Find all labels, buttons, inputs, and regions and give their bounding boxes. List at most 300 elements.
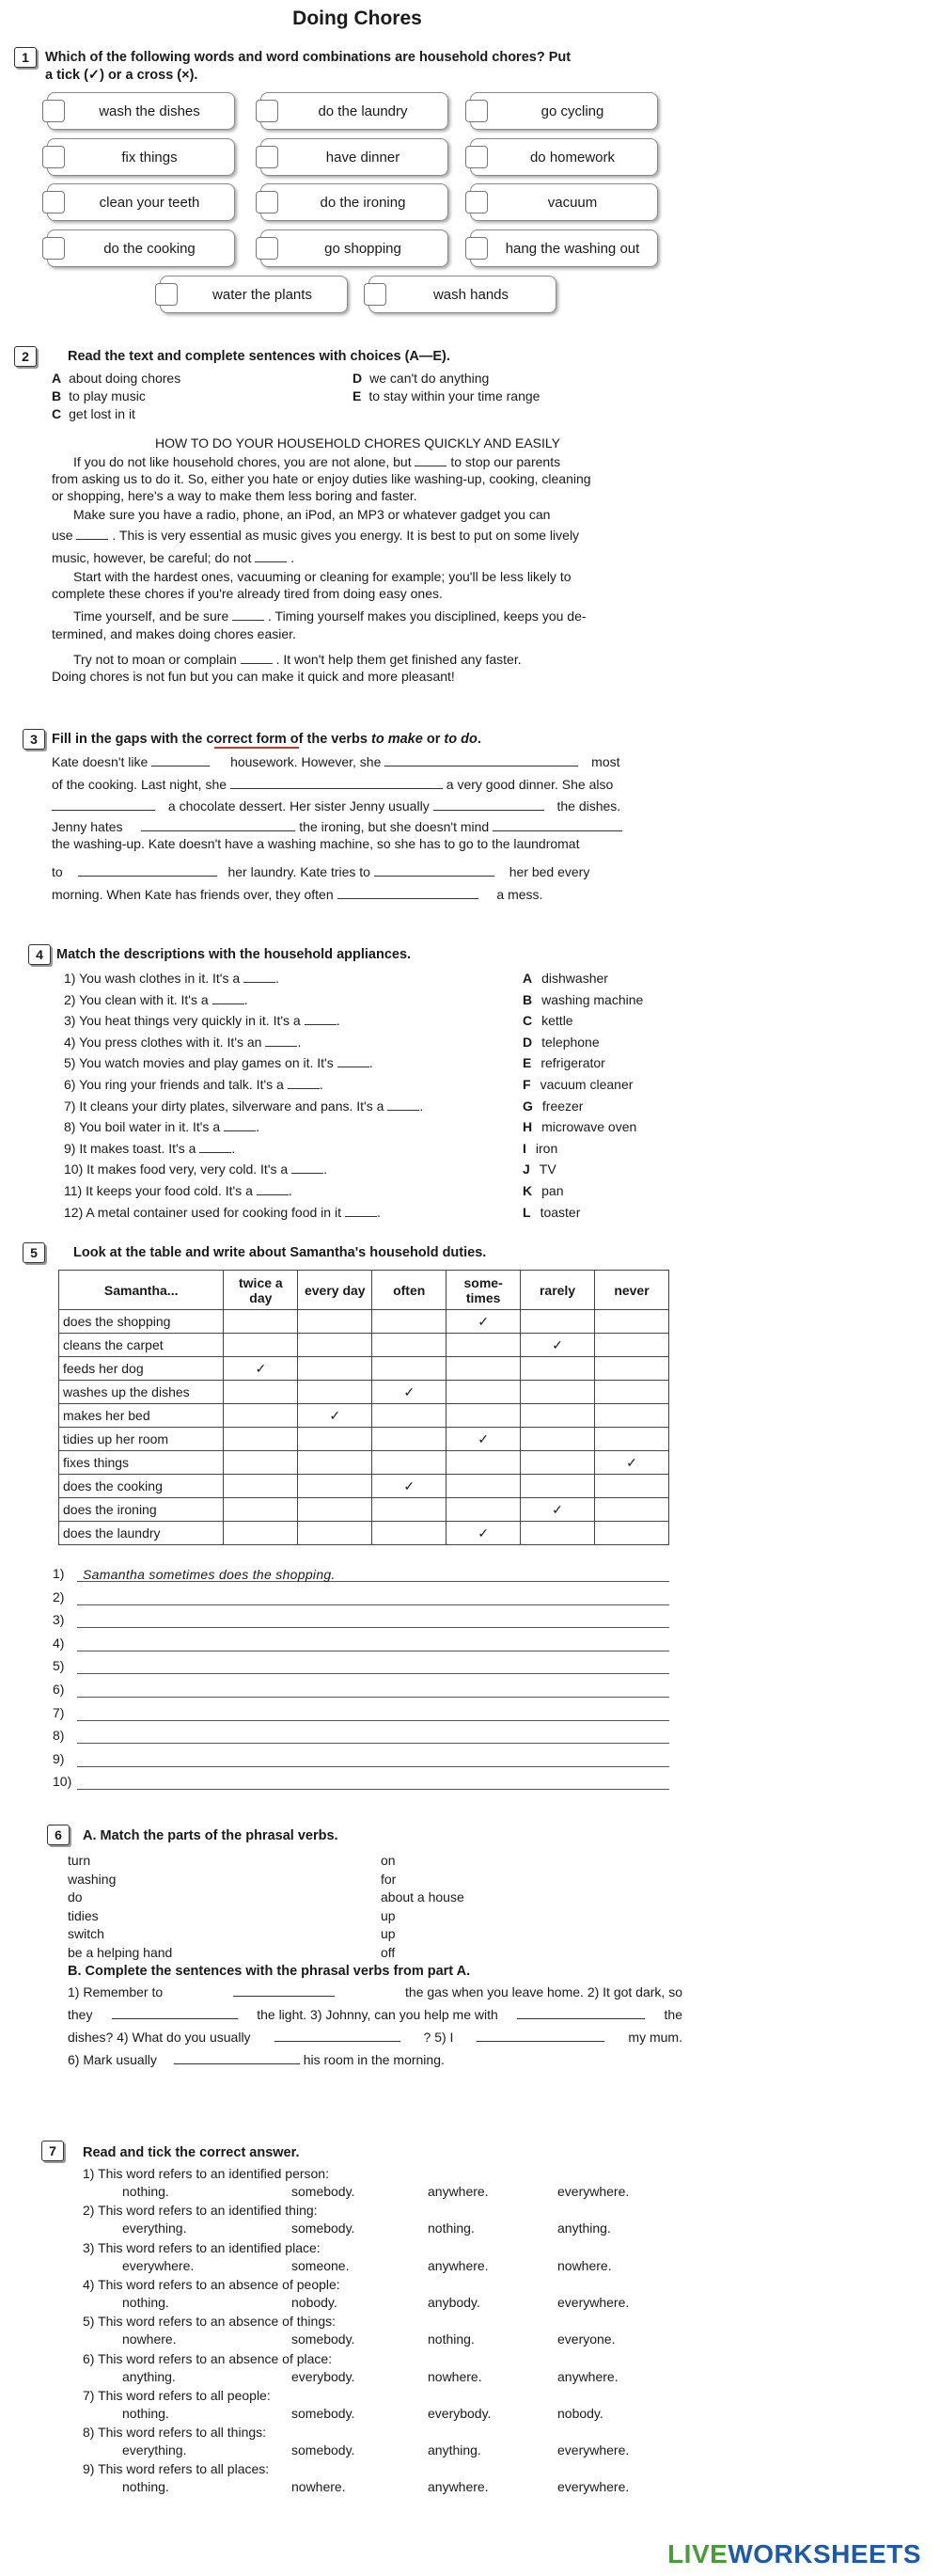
frequency-cell[interactable] (446, 1310, 521, 1334)
frequency-cell[interactable] (446, 1451, 521, 1475)
chore-option[interactable] (160, 276, 348, 313)
text-part: 6) Mark usually (68, 2052, 157, 2067)
phrasal-left: switch (68, 1926, 104, 1941)
choice-item (52, 405, 135, 422)
chore-option[interactable] (47, 92, 235, 130)
instr-part: of the verbs (286, 732, 372, 747)
fill-line (52, 886, 542, 903)
answer-option[interactable]: anything. (122, 2368, 176, 2384)
appliance-item (523, 1012, 573, 1029)
table-row (59, 1522, 669, 1545)
fill-line: the washing-up. Kate doesn't have a washing machine, so she has to go to the laundromat (52, 836, 580, 851)
chore-label: wash the dishes (99, 103, 200, 119)
answer-option[interactable]: anything. (428, 2442, 481, 2458)
text-part: . (290, 550, 295, 565)
text-part: Kate doesn't like (52, 754, 149, 769)
frequency-cell[interactable] (224, 1357, 298, 1381)
appliance-letter: I (523, 1140, 526, 1156)
text-part: the light. 3) Johnny, can you help me with (257, 2007, 498, 2022)
answer-option[interactable]: everything. (122, 2220, 187, 2236)
frequency-cell[interactable] (595, 1404, 669, 1428)
chore-label: do the cooking (103, 240, 196, 257)
phrasal-left: tidies (68, 1907, 99, 1923)
frequency-cell[interactable] (298, 1357, 372, 1381)
frequency-cell[interactable] (298, 1428, 372, 1451)
phrasal-gap[interactable] (477, 2029, 604, 2042)
frequency-cell[interactable] (595, 1428, 669, 1451)
duty-name: does the shopping (59, 1310, 224, 1334)
text-line: Start with the hardest ones, vacuuming or cleaning for example; you'll be less likely to (73, 569, 572, 584)
answer-line[interactable] (77, 1775, 669, 1790)
question-text: 6) This word refers to an absence of place: (83, 2350, 333, 2366)
chore-option[interactable] (470, 92, 658, 130)
tick-box[interactable] (42, 146, 65, 168)
answer-option[interactable]: everywhere. (557, 2442, 630, 2458)
verb-gap[interactable] (493, 818, 622, 831)
table-header-row (59, 1271, 669, 1310)
text-part: . Timing yourself makes you disciplined, keeps you de- (268, 608, 587, 624)
question-text: 9) This word refers to all places: (83, 2461, 270, 2477)
duties-table (58, 1270, 669, 1545)
answer-option[interactable]: someone. (291, 2257, 350, 2273)
answer-option[interactable]: everywhere. (557, 2184, 630, 2199)
frequency-cell[interactable] (521, 1522, 595, 1545)
choice-text: to play music (69, 388, 146, 403)
answer-line[interactable] (77, 1590, 669, 1605)
frequency-cell[interactable] (298, 1498, 372, 1522)
section-2-instruction: Read the text and complete sentences with choices (A—E). (68, 349, 450, 364)
tick-box[interactable] (465, 146, 488, 168)
answer-option[interactable]: somebody. (291, 2331, 355, 2347)
chore-option[interactable] (470, 229, 658, 267)
fill-line (52, 863, 589, 880)
check-icon: ✓ (478, 1313, 489, 1329)
gap-5[interactable] (241, 653, 273, 664)
description-item (64, 1140, 235, 1157)
tick-box[interactable] (465, 100, 488, 122)
fill-line (68, 2029, 682, 2046)
chore-option[interactable] (260, 138, 448, 176)
frequency-cell[interactable] (595, 1498, 669, 1522)
text-part: music, however, be careful; do not (52, 550, 252, 565)
appliance-item (523, 991, 643, 1008)
frequency-cell[interactable] (595, 1522, 669, 1545)
tick-box[interactable] (364, 283, 386, 306)
verb-gap[interactable] (337, 886, 478, 899)
answer-line[interactable] (77, 1729, 669, 1744)
phrasal-gap[interactable] (174, 2051, 300, 2064)
choice-text: about doing chores (69, 371, 181, 386)
answer-option[interactable]: somebody. (291, 2405, 355, 2421)
gap-2[interactable] (76, 529, 108, 540)
description-item (64, 1012, 340, 1029)
frequency-cell[interactable] (298, 1475, 372, 1498)
answer-gap[interactable] (291, 1162, 323, 1174)
phrasal-gap[interactable] (112, 2006, 238, 2019)
text-part: her bed every (509, 864, 590, 879)
text-part: morning. When Kate has friends over, they often (52, 887, 334, 902)
chore-option[interactable] (368, 276, 556, 313)
answer-option[interactable]: anything. (557, 2220, 611, 2236)
answer-option[interactable]: everything. (122, 2442, 187, 2458)
gap-1[interactable] (415, 455, 446, 466)
description-text: 3) You heat things very quickly in it. It's a (64, 1013, 301, 1029)
answer-gap[interactable] (345, 1206, 377, 1217)
answer-gap[interactable] (305, 1014, 337, 1025)
appliance-name: freezer (541, 1098, 584, 1114)
verb-gap[interactable] (374, 863, 494, 877)
choice-letter: E (352, 388, 362, 403)
frequency-cell[interactable] (521, 1357, 595, 1381)
tick-box[interactable] (465, 237, 488, 260)
chore-option[interactable] (47, 138, 235, 176)
answer-option[interactable]: everybody. (291, 2368, 355, 2384)
chore-label: have dinner (325, 149, 400, 166)
frequency-cell[interactable] (298, 1334, 372, 1357)
check-icon: ✓ (255, 1360, 267, 1376)
answer-gap[interactable] (288, 1078, 320, 1089)
verb-gap[interactable] (141, 818, 295, 831)
appliance-item (523, 1204, 580, 1221)
line-number: 3) (53, 1612, 65, 1628)
verb-gap[interactable] (230, 776, 443, 789)
frequency-cell[interactable] (446, 1381, 521, 1404)
frequency-cell[interactable] (372, 1451, 446, 1475)
frequency-cell[interactable] (521, 1334, 595, 1357)
verb-gap[interactable] (52, 798, 155, 811)
tick-box[interactable] (42, 191, 65, 213)
answer-option[interactable]: nothing. (428, 2220, 475, 2236)
answer-option[interactable]: anywhere. (557, 2368, 619, 2384)
text-part: If you do not like household chores, you are not alone, but (73, 454, 412, 469)
verb-gap[interactable] (384, 753, 578, 766)
answer-line[interactable] (77, 1613, 669, 1628)
check-icon: ✓ (478, 1525, 489, 1541)
answer-option[interactable]: nowhere. (122, 2331, 177, 2347)
choice-letter: C (52, 406, 62, 421)
table-row (59, 1334, 669, 1357)
period: . (256, 1119, 259, 1135)
answer-option[interactable]: somebody. (291, 2220, 355, 2236)
period: . (275, 971, 280, 986)
choice-item (352, 387, 540, 404)
answer-option[interactable]: nowhere. (428, 2368, 482, 2384)
tick-box[interactable] (256, 100, 278, 122)
table-row (59, 1498, 669, 1522)
frequency-cell[interactable] (224, 1475, 298, 1498)
answer-line[interactable] (77, 1567, 669, 1582)
description-item (64, 1118, 259, 1135)
chore-option[interactable] (260, 92, 448, 130)
frequency-cell[interactable] (298, 1451, 372, 1475)
text-part: to (52, 864, 63, 879)
answer-option[interactable]: nobody. (291, 2294, 337, 2310)
phrasal-right: off (381, 1944, 396, 1960)
choice-text: get lost in it (69, 406, 135, 421)
phrasal-left: turn (68, 1853, 91, 1868)
frequency-cell[interactable] (298, 1381, 372, 1404)
text-part: her laundry. Kate tries to (227, 864, 370, 879)
page-title: Doing Chores (292, 8, 422, 29)
question-text: 1) This word refers to an identified person: (83, 2166, 329, 2181)
frequency-cell[interactable] (372, 1498, 446, 1522)
chore-option[interactable] (260, 229, 448, 267)
description-text: 8) You boil water in it. It's a (64, 1119, 221, 1135)
answer-option[interactable]: everywhere. (557, 2294, 630, 2310)
text-part: . It won't help them get finished any faster. (275, 652, 522, 667)
frequency-cell[interactable] (521, 1498, 595, 1522)
tick-box[interactable] (155, 283, 178, 306)
tick-box[interactable] (256, 191, 278, 213)
answer-gap[interactable] (257, 1184, 289, 1195)
answer-option[interactable]: anywhere. (428, 2257, 489, 2273)
text-part: his room in the morning. (303, 2052, 445, 2067)
text-part: Time yourself, and be sure (73, 608, 229, 624)
answer-option[interactable]: nothing. (428, 2331, 475, 2347)
text-part: a very good dinner. She also (446, 777, 614, 792)
answer-option[interactable]: nothing. (122, 2405, 169, 2421)
appliance-name: washing machine (541, 991, 644, 1007)
section-6-instruction-b: B. Complete the sentences with the phrasal verbs from part A. (68, 1964, 471, 1979)
answer-option[interactable]: nothing. (122, 2479, 169, 2495)
frequency-cell[interactable] (521, 1475, 595, 1498)
frequency-cell[interactable] (595, 1310, 669, 1334)
frequency-cell[interactable] (224, 1381, 298, 1404)
line-number: 9) (53, 1750, 65, 1766)
frequency-cell[interactable] (224, 1404, 298, 1428)
frequency-cell[interactable] (446, 1522, 521, 1545)
chore-label: go cycling (540, 103, 604, 119)
answer-gap[interactable] (243, 972, 275, 983)
text-line (73, 651, 522, 668)
tick-box[interactable] (42, 237, 65, 260)
section-5-instruction: Look at the table and write about Samantha's household duties. (73, 1245, 487, 1260)
tick-box[interactable] (256, 237, 278, 260)
answer-line[interactable] (77, 1683, 669, 1698)
chore-option[interactable] (470, 183, 658, 221)
answer-line[interactable] (77, 1752, 669, 1767)
appliance-letter: L (523, 1204, 531, 1220)
text-part: the (664, 2007, 682, 2022)
appliance-letter: D (523, 1034, 533, 1050)
instr-part: the correct answer. (171, 2145, 300, 2160)
appliance-item (523, 1098, 583, 1114)
phrasal-gap[interactable] (233, 1983, 335, 1997)
instr-emphasis: tick (148, 2145, 172, 2160)
phrasal-left: do (68, 1889, 83, 1904)
chore-option[interactable] (260, 183, 448, 221)
appliance-item (523, 1118, 636, 1135)
table-row (59, 1428, 669, 1451)
answer-gap[interactable] (387, 1099, 419, 1111)
description-item (64, 1161, 327, 1177)
answer-option[interactable]: everyone. (557, 2331, 616, 2347)
frequency-cell[interactable] (521, 1451, 595, 1475)
phrasal-gap[interactable] (517, 2006, 645, 2019)
verb-gap[interactable] (78, 863, 217, 877)
question-text: 4) This word refers to an absence of people: (83, 2276, 340, 2292)
answer-gap[interactable] (224, 1120, 256, 1131)
section-5-number: 5 (23, 1242, 45, 1263)
frequency-cell[interactable] (372, 1334, 446, 1357)
frequency-cell[interactable] (521, 1404, 595, 1428)
frequency-cell[interactable] (372, 1310, 446, 1334)
gap-4[interactable] (232, 609, 264, 621)
chore-label: do the laundry (318, 103, 408, 119)
check-icon: ✓ (552, 1501, 563, 1517)
description-text: 7) It cleans your dirty plates, silverware and pans. It's a (64, 1098, 384, 1114)
logo-part: LIVE (667, 2539, 728, 2568)
frequency-cell[interactable] (446, 1334, 521, 1357)
section-1-number: 1 (14, 47, 37, 68)
line-number: 10) (53, 1774, 72, 1790)
appliance-name: kettle (541, 1013, 573, 1029)
section-6-instruction-a: A. Match the parts of the phrasal verbs. (83, 1828, 338, 1843)
frequency-cell[interactable] (224, 1522, 298, 1545)
phrasal-gap[interactable] (274, 2029, 400, 2042)
text-part: the dishes. (556, 798, 621, 814)
appliance-letter: A (523, 971, 533, 986)
period: . (368, 1055, 373, 1071)
answer-option[interactable]: nowhere. (291, 2479, 346, 2495)
text-part: a mess. (496, 887, 543, 902)
tick-box[interactable] (465, 191, 488, 213)
appliance-name: toaster (540, 1204, 581, 1220)
line-number: 1) (53, 1566, 65, 1581)
table-row (59, 1404, 669, 1428)
answer-option[interactable]: everywhere. (557, 2479, 630, 2495)
answer-option[interactable]: anywhere. (428, 2479, 489, 2495)
section-6-number: 6 (47, 1825, 70, 1845)
answer-option[interactable]: everybody. (428, 2405, 492, 2421)
answer-line[interactable] (77, 1706, 669, 1721)
question-text: 7) This word refers to all people: (83, 2387, 271, 2403)
frequency-cell[interactable] (521, 1310, 595, 1334)
frequency-cell[interactable] (446, 1498, 521, 1522)
table-row (59, 1357, 669, 1381)
fill-line (68, 2006, 682, 2023)
duty-name: fixes things (59, 1451, 224, 1475)
answer-option[interactable]: somebody. (291, 2184, 355, 2199)
frequency-cell[interactable] (595, 1357, 669, 1381)
answer-option[interactable]: nothing. (122, 2294, 169, 2310)
phrasal-left: washing (68, 1871, 117, 1887)
answer-option[interactable]: nothing. (122, 2184, 169, 2199)
answer-line[interactable] (77, 1659, 669, 1674)
frequency-cell[interactable] (298, 1310, 372, 1334)
table-row (59, 1310, 669, 1334)
chore-option[interactable] (470, 138, 658, 176)
verb-gap[interactable] (433, 798, 544, 811)
table-row (59, 1381, 669, 1404)
appliance-letter: B (523, 991, 533, 1007)
frequency-cell[interactable] (446, 1475, 521, 1498)
period: . (319, 1077, 323, 1092)
table-row (59, 1451, 669, 1475)
frequency-cell[interactable] (521, 1381, 595, 1404)
frequency-cell[interactable] (298, 1522, 372, 1545)
description-text: 4) You press clothes with it. It's an (64, 1034, 262, 1050)
text-part: of the cooking. Last night, she (52, 777, 227, 792)
frequency-cell[interactable] (224, 1310, 298, 1334)
phrasal-left: be a helping hand (68, 1944, 173, 1960)
check-icon: ✓ (478, 1430, 489, 1446)
text-line: from asking us to do it. So, either you hate or enjoy duties like washing-up, cooking, cleaning (52, 471, 591, 486)
frequency-cell[interactable] (298, 1404, 372, 1428)
answer-option[interactable]: anybody. (428, 2294, 480, 2310)
verb-gap[interactable] (151, 753, 210, 766)
check-icon: ✓ (403, 1478, 415, 1493)
chore-option[interactable] (47, 229, 235, 267)
appliance-item (523, 1161, 556, 1177)
frequency-cell[interactable] (372, 1522, 446, 1545)
frequency-cell[interactable] (372, 1428, 446, 1451)
frequency-cell[interactable] (224, 1498, 298, 1522)
answer-line[interactable] (77, 1636, 669, 1651)
frequency-cell[interactable] (372, 1404, 446, 1428)
frequency-cell[interactable] (595, 1475, 669, 1498)
text-part: use (52, 528, 73, 543)
check-icon: ✓ (552, 1336, 563, 1352)
frequency-cell[interactable] (372, 1475, 446, 1498)
frequency-cell[interactable] (595, 1381, 669, 1404)
chore-label: wash hands (432, 286, 509, 303)
answer-option[interactable]: nowhere. (557, 2257, 612, 2273)
answer-gap[interactable] (265, 1035, 297, 1047)
frequency-cell[interactable] (224, 1428, 298, 1451)
frequency-cell[interactable] (446, 1357, 521, 1381)
text-part: 1) Remember to (68, 1984, 164, 1999)
frequency-cell[interactable] (446, 1404, 521, 1428)
frequency-cell[interactable] (595, 1451, 669, 1475)
section-4-instruction: Match the descriptions with the household appliances. (56, 947, 412, 962)
answer-option[interactable]: somebody. (291, 2442, 355, 2458)
table-row (59, 1475, 669, 1498)
frequency-cell[interactable] (595, 1334, 669, 1357)
frequency-cell[interactable] (521, 1428, 595, 1451)
answer-gap[interactable] (199, 1142, 231, 1153)
instr-verb: to do (444, 732, 478, 747)
description-item (64, 1054, 373, 1071)
frequency-cell[interactable] (372, 1381, 446, 1404)
chore-option[interactable] (47, 183, 235, 221)
text-line: Make sure you have a radio, phone, an iPod, an MP3 or whatever gadget you can (73, 507, 551, 522)
gap-3[interactable] (255, 551, 287, 562)
answer-gap[interactable] (212, 993, 244, 1004)
answer-gap[interactable] (337, 1056, 369, 1067)
answer-option[interactable]: anywhere. (428, 2184, 489, 2199)
frequency-cell[interactable] (224, 1334, 298, 1357)
frequency-cell[interactable] (224, 1451, 298, 1475)
tick-box[interactable] (256, 146, 278, 168)
instr-verb: to make (371, 732, 423, 747)
tick-box[interactable] (42, 100, 65, 122)
answer-option[interactable]: everywhere. (122, 2257, 195, 2273)
fill-line (52, 798, 620, 814)
appliance-item (523, 1182, 563, 1199)
frequency-cell[interactable] (446, 1428, 521, 1451)
question-text: 2) This word refers to an identified thing: (83, 2203, 318, 2219)
appliance-letter: G (523, 1098, 533, 1114)
frequency-cell[interactable] (372, 1357, 446, 1381)
instr-emphasis: correct form (206, 732, 287, 747)
line-number: 4) (53, 1635, 65, 1651)
answer-option[interactable]: nobody. (557, 2405, 603, 2421)
appliance-letter: H (523, 1119, 533, 1135)
line-number: 8) (53, 1728, 65, 1744)
description-item (64, 1182, 292, 1199)
liveworksheets-logo (667, 2539, 921, 2569)
